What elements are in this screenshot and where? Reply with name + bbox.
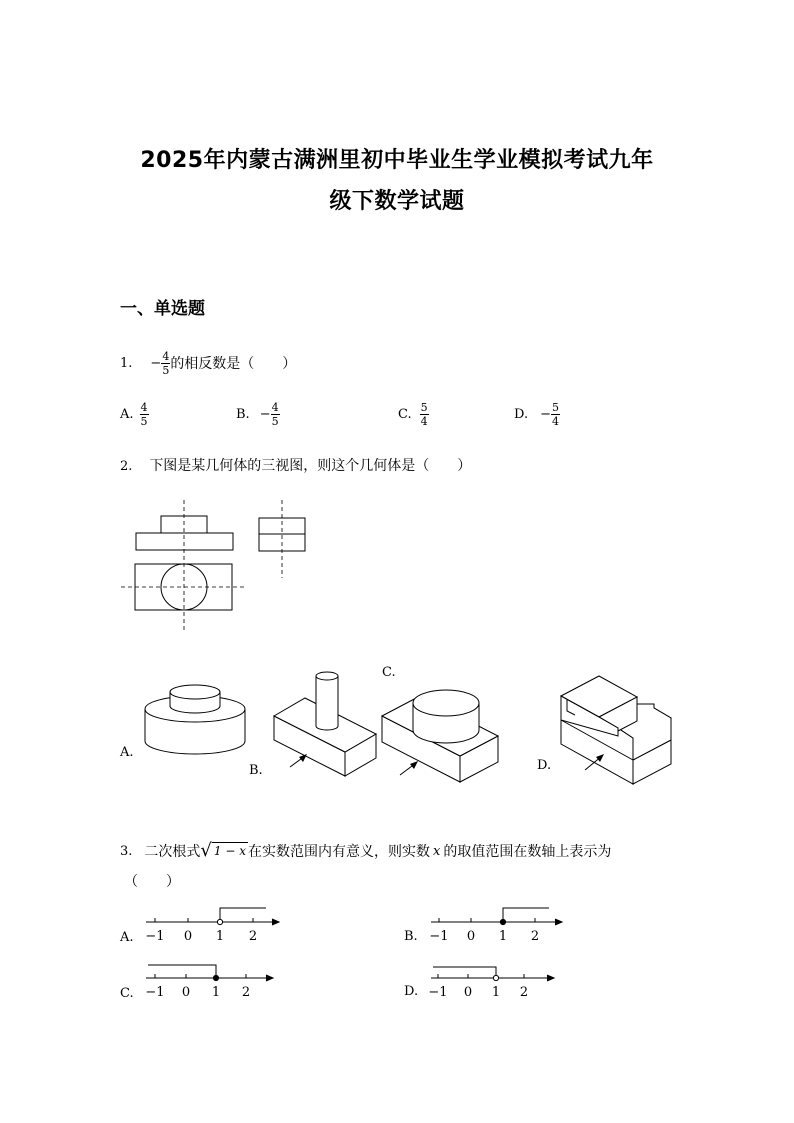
q1-option-d-letter: D. [514,406,529,422]
q3-radical: √ 1 − x [200,840,246,861]
q1-question-text: 的相反数是（ ） [170,356,297,372]
q1-option-b-letter: B. [236,406,250,422]
q3-number-line-c [146,965,273,981]
q3-option-d[interactable]: D. [404,984,419,999]
q3-d-tick-label: 0 [463,985,473,1000]
q3-option-b[interactable]: B. [404,929,418,944]
q3-number-line-d [431,967,554,981]
q2-option-d[interactable]: D. [537,758,552,773]
q1-option-d-sign: − [540,406,551,422]
q1-option-c-denominator: 4 [420,414,428,428]
document-title-line2: 级下数学试题 [329,189,465,214]
q3-b-tick-label: 2 [530,929,540,944]
q2-number: 2. [120,459,133,474]
q3-d-tick-label: 1 [491,985,501,1000]
q3-option-a[interactable]: A. [120,930,134,945]
q1-expr-sign: − [150,355,162,371]
q1-option-b-denominator: 5 [271,414,279,428]
q1-option-d-denominator: 4 [552,414,559,428]
q3-number-line-b [431,908,562,925]
q1-option-a-denominator: 5 [140,414,148,428]
q1-expr-numerator: 4 [162,349,170,363]
q3-text-after: 的取值范围在数轴上表示为 [443,844,612,860]
q1-number: 1. [120,355,133,371]
section-title: 一、单选题 [120,299,205,319]
q3-d-tick-label: −1 [428,985,448,1000]
q3-c-tick-label: 1 [211,985,221,1000]
q2-option-a[interactable]: A. [120,745,134,760]
q3-a-tick-label: 0 [183,929,193,944]
q1-option-a-numerator: 4 [140,400,148,414]
q3-b-tick-label: 0 [466,929,476,944]
q1-option-c-numerator: 5 [420,400,428,414]
q3-a-tick-label: −1 [145,929,165,944]
q1-option-b-numerator: 4 [271,400,279,414]
q1-expr-denominator: 5 [162,363,170,377]
q3-b-tick-label: 1 [498,929,508,944]
q3-c-tick-label: 0 [181,985,191,1000]
q3-text-mid: 在实数范围内有意义，则实数 [247,844,430,860]
q1-option-b-sign: − [259,406,271,422]
q3-answer-blank: （ ） [124,874,180,890]
q1-option-a-letter: A. [120,406,134,422]
q3-radicand: 1 − x [213,844,246,858]
q3-c-tick-label: −1 [145,985,165,1000]
q3-number-line-a [146,908,279,925]
q3-a-tick-label: 1 [215,929,225,944]
q3-c-tick-label: 2 [241,985,251,1000]
q3-variable: x [432,843,441,859]
q2-option-c[interactable]: C. [382,665,396,680]
q2-question-text: 下图是某几何体的三视图，则这个几何体是（ ） [149,458,472,474]
q2-option-b[interactable]: B. [249,763,263,778]
q3-b-tick-label: −1 [429,929,449,944]
document-title-line1: 2025年内蒙古满洲里初中毕业生学业模拟考试九年 [140,148,654,173]
q3-text-before: 二次根式 [144,844,201,860]
q1-option-d-numerator: 5 [552,400,559,414]
q3-d-tick-label: 2 [519,985,529,1000]
q3-a-tick-label: 2 [248,929,258,944]
q3-option-c[interactable]: C. [120,986,134,1001]
q1-option-c-letter: C. [398,406,412,422]
q3-number: 3. [120,843,133,859]
